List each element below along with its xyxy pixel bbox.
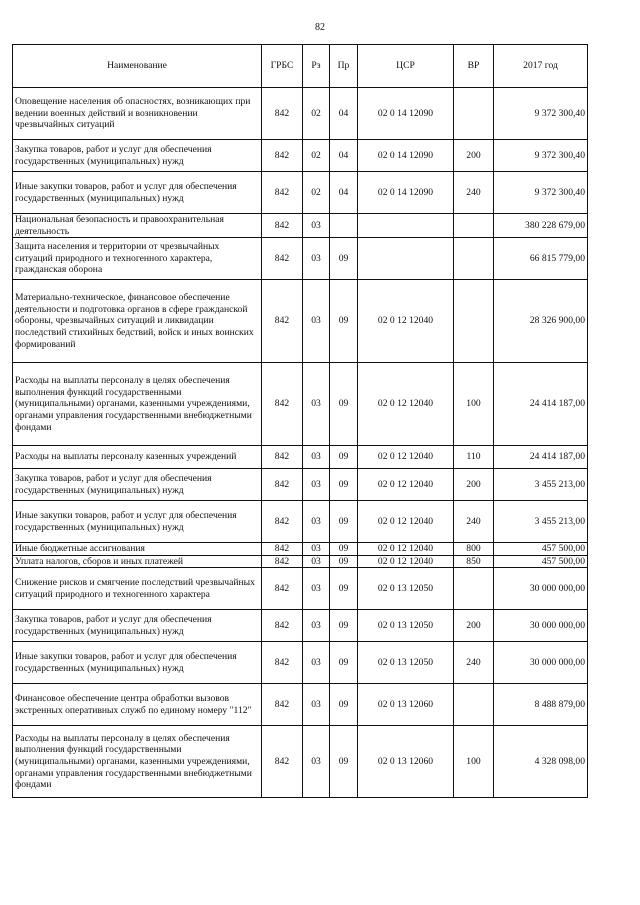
cell-amount: 3 455 213,00	[494, 469, 588, 501]
cell-name: Оповещение населения об опасностях, возникающих при ведении военных действий и возникновении чрезвычайных ситуаций	[13, 88, 262, 140]
cell-csr: 02 0 14 12090	[358, 88, 454, 140]
cell-grbs: 842	[262, 238, 303, 280]
cell-rz: 02	[303, 140, 330, 172]
cell-vr: 240	[454, 642, 494, 684]
cell-name: Иные бюджетные ассигнования	[13, 543, 262, 556]
table-row	[13, 140, 588, 172]
cell-rz: 03	[303, 214, 330, 238]
cell-rz: 03	[303, 501, 330, 543]
cell-grbs: 842	[262, 172, 303, 214]
cell-rz: 02	[303, 88, 330, 140]
table-body	[13, 88, 588, 798]
cell-pr: 09	[330, 469, 358, 501]
cell-pr: 09	[330, 501, 358, 543]
table-row	[13, 214, 588, 238]
table-row	[13, 642, 588, 684]
table-row	[13, 684, 588, 726]
cell-csr: 02 0 12 12040	[358, 543, 454, 556]
cell-name: Закупка товаров, работ и услуг для обеспечения государственных (муниципальных) нужд	[13, 140, 262, 172]
cell-vr: 200	[454, 140, 494, 172]
cell-vr: 110	[454, 446, 494, 469]
cell-csr: 02 0 12 12040	[358, 555, 454, 568]
cell-csr: 02 0 14 12090	[358, 140, 454, 172]
cell-pr: 09	[330, 726, 358, 798]
cell-grbs: 842	[262, 642, 303, 684]
cell-grbs: 842	[262, 214, 303, 238]
cell-name: Иные закупки товаров, работ и услуг для обеспечения государственных (муниципальных) нужд	[13, 642, 262, 684]
cell-grbs: 842	[262, 363, 303, 446]
cell-csr: 02 0 12 12040	[358, 363, 454, 446]
table-row	[13, 446, 588, 469]
cell-amount: 380 228 679,00	[494, 214, 588, 238]
cell-csr: 02 0 13 12050	[358, 642, 454, 684]
cell-amount: 9 372 300,40	[494, 88, 588, 140]
cell-csr: 02 0 14 12090	[358, 172, 454, 214]
table-row	[13, 555, 588, 568]
page-number: 82	[315, 22, 325, 33]
cell-name: Иные закупки товаров, работ и услуг для обеспечения государственных (муниципальных) нужд	[13, 172, 262, 214]
table-row	[13, 172, 588, 214]
cell-csr: 02 0 13 12050	[358, 610, 454, 642]
cell-name: Расходы на выплаты персоналу казенных учреждений	[13, 446, 262, 469]
cell-name: Защита населения и территории от чрезвычайных ситуаций природного и техногенного характера, гражданская оборона	[13, 238, 262, 280]
cell-csr: 02 0 12 12040	[358, 446, 454, 469]
table-row	[13, 610, 588, 642]
cell-name: Финансовое обеспечение центра обработки вызовов экстренных оперативных служб по единому номеру "112"	[13, 684, 262, 726]
cell-pr: 09	[330, 238, 358, 280]
cell-rz: 03	[303, 642, 330, 684]
cell-pr: 09	[330, 642, 358, 684]
cell-pr: 09	[330, 568, 358, 610]
cell-rz: 03	[303, 363, 330, 446]
cell-grbs: 842	[262, 555, 303, 568]
table-row	[13, 363, 588, 446]
cell-vr: 240	[454, 501, 494, 543]
cell-grbs: 842	[262, 469, 303, 501]
table-row	[13, 726, 588, 798]
cell-name: Иные закупки товаров, работ и услуг для обеспечения государственных (муниципальных) нужд	[13, 501, 262, 543]
cell-pr: 09	[330, 543, 358, 556]
cell-pr	[330, 214, 358, 238]
cell-name: Снижение рисков и смягчение последствий чрезвычайных ситуаций природного и техногенного характера	[13, 568, 262, 610]
cell-vr: 100	[454, 726, 494, 798]
cell-amount: 30 000 000,00	[494, 610, 588, 642]
cell-pr: 09	[330, 555, 358, 568]
header-grbs: ГРБС	[262, 45, 303, 88]
cell-amount: 3 455 213,00	[494, 501, 588, 543]
cell-grbs: 842	[262, 543, 303, 556]
table-row	[13, 469, 588, 501]
cell-grbs: 842	[262, 568, 303, 610]
cell-pr: 09	[330, 684, 358, 726]
cell-amount: 24 414 187,00	[494, 446, 588, 469]
cell-rz: 03	[303, 238, 330, 280]
cell-name: Закупка товаров, работ и услуг для обеспечения государственных (муниципальных) нужд	[13, 610, 262, 642]
cell-name: Национальная безопасность и правоохранительная деятельность	[13, 214, 262, 238]
table-row	[13, 238, 588, 280]
table-row	[13, 568, 588, 610]
budget-table	[12, 44, 588, 798]
cell-csr: 02 0 13 12060	[358, 684, 454, 726]
cell-csr: 02 0 13 12060	[358, 726, 454, 798]
cell-name: Материально-техническое, финансовое обеспечение деятельности и подготовка органов в сфере гражданской обороны, чрезвычайных ситуаций и ликвидации последствий стихийных бедствий, войск и иных воинских формирований	[13, 280, 262, 363]
cell-amount: 30 000 000,00	[494, 568, 588, 610]
cell-rz: 02	[303, 172, 330, 214]
cell-name: Расходы на выплаты персоналу в целях обеспечения выполнения функций государственными (муниципальными) органами, казенными учреждениями, органами управления государственными внебюджетными фондами	[13, 726, 262, 798]
cell-csr	[358, 238, 454, 280]
table-row	[13, 280, 588, 363]
table-row	[13, 543, 588, 556]
cell-vr: 200	[454, 469, 494, 501]
cell-rz: 03	[303, 555, 330, 568]
header-rz: Рз	[303, 45, 330, 88]
cell-pr: 09	[330, 446, 358, 469]
cell-grbs: 842	[262, 726, 303, 798]
cell-grbs: 842	[262, 140, 303, 172]
cell-amount: 24 414 187,00	[494, 363, 588, 446]
table-header-row	[13, 45, 588, 88]
cell-rz: 03	[303, 726, 330, 798]
cell-grbs: 842	[262, 501, 303, 543]
cell-rz: 03	[303, 684, 330, 726]
cell-amount: 66 815 779,00	[494, 238, 588, 280]
cell-vr: 200	[454, 610, 494, 642]
cell-amount: 457 500,00	[494, 543, 588, 556]
header-csr: ЦСР	[358, 45, 454, 88]
cell-csr: 02 0 13 12050	[358, 568, 454, 610]
header-pr: Пр	[330, 45, 358, 88]
cell-amount: 9 372 300,40	[494, 172, 588, 214]
table-row	[13, 501, 588, 543]
cell-grbs: 842	[262, 446, 303, 469]
cell-pr: 04	[330, 140, 358, 172]
cell-vr	[454, 88, 494, 140]
cell-name: Закупка товаров, работ и услуг для обеспечения государственных (муниципальных) нужд	[13, 469, 262, 501]
cell-csr: 02 0 12 12040	[358, 501, 454, 543]
cell-pr: 09	[330, 610, 358, 642]
cell-amount: 4 328 098,00	[494, 726, 588, 798]
cell-amount: 457 500,00	[494, 555, 588, 568]
cell-csr: 02 0 12 12040	[358, 280, 454, 363]
cell-grbs: 842	[262, 684, 303, 726]
cell-name: Уплата налогов, сборов и иных платежей	[13, 555, 262, 568]
cell-vr: 240	[454, 172, 494, 214]
cell-vr: 800	[454, 543, 494, 556]
cell-pr: 04	[330, 172, 358, 214]
cell-rz: 03	[303, 568, 330, 610]
cell-vr	[454, 280, 494, 363]
header-year: 2017 год	[494, 45, 588, 88]
cell-vr	[454, 214, 494, 238]
cell-pr: 09	[330, 280, 358, 363]
table-row	[13, 88, 588, 140]
cell-rz: 03	[303, 280, 330, 363]
cell-amount: 9 372 300,40	[494, 140, 588, 172]
cell-amount: 28 326 900,00	[494, 280, 588, 363]
cell-csr: 02 0 12 12040	[358, 469, 454, 501]
cell-grbs: 842	[262, 610, 303, 642]
cell-pr: 09	[330, 363, 358, 446]
cell-name: Расходы на выплаты персоналу в целях обеспечения выполнения функций государственными (муниципальными) органами, казенными учреждениями, органами управления государственными внебюджетными фондами	[13, 363, 262, 446]
cell-grbs: 842	[262, 280, 303, 363]
cell-rz: 03	[303, 469, 330, 501]
cell-csr	[358, 214, 454, 238]
cell-vr	[454, 568, 494, 610]
cell-rz: 03	[303, 446, 330, 469]
header-vr: ВР	[454, 45, 494, 88]
header-name: Наименование	[13, 45, 262, 88]
cell-vr: 100	[454, 363, 494, 446]
cell-amount: 30 000 000,00	[494, 642, 588, 684]
cell-vr	[454, 238, 494, 280]
cell-vr: 850	[454, 555, 494, 568]
cell-amount: 8 488 879,00	[494, 684, 588, 726]
cell-pr: 04	[330, 88, 358, 140]
cell-grbs: 842	[262, 88, 303, 140]
cell-rz: 03	[303, 610, 330, 642]
cell-vr	[454, 684, 494, 726]
cell-rz: 03	[303, 543, 330, 556]
